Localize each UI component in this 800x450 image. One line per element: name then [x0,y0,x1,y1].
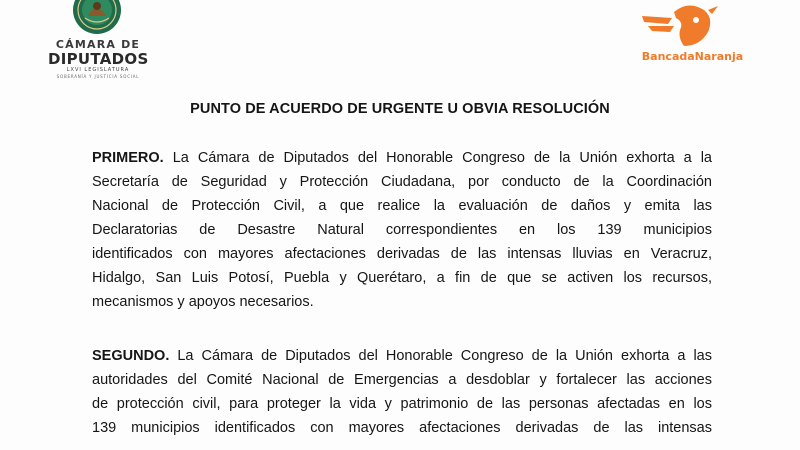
paragraph-lead: PRIMERO. [92,150,164,166]
camara-de-diputados-logo [48,0,148,92]
paragraph-line: Declaratorias de Desastre Natural correspondientes en los 139 municipios [92,222,712,238]
logo-text-motto: SOBERANÍA Y JUSTICIA SOCIAL [56,74,140,79]
paragraph-line: Hidalgo, San Luis Potosí, Puebla y Querétaro, a fin de que se activen los recursos, [92,270,712,286]
paragraph-line: de protección civil, para proteger la vida y patrimonio de las personas afectadas en los [92,396,712,412]
orange-bird-icon [638,2,728,50]
paragraph-lead: SEGUNDO. [92,348,170,364]
paragraph-line: identificados con mayores afectaciones derivadas de las intensas lluvias en Veracruz, [92,246,712,262]
document-title: PUNTO DE ACUERDO DE URGENTE U OBVIA RESOLUCIÓN [190,101,610,117]
logo-text-camara-de: CÁMARA DE [55,38,141,51]
paragraph-line: autoridades del Comité Nacional de Emergencias a desdoblar y fortalecer las acciones [92,372,712,388]
paragraph-line [92,344,712,368]
paragraph-line: Nacional de Protección Civil, a que realice la evaluación de daños y emita las [92,198,712,214]
logo-text-legislatura: LXVI LEGISLATURA [66,67,130,73]
paragraph-line: mecanismos y apoyos necesarios. [92,294,314,310]
line-text: La Cámara de Diputados del Honorable Congreso de la Unión exhorta a las [169,348,712,364]
coat-of-arms-seal-icon [70,0,124,36]
line-text: La Cámara de Diputados del Honorable Congreso de la Unión exhorta a la [163,150,712,166]
bancada-naranja-label: BancadaNaranja [641,50,744,63]
paragraph-segundo [92,344,712,440]
paragraph-line: 139 municipios identificados con mayores afectaciones derivadas de las intensas [92,420,712,436]
paragraph-primero [92,146,712,314]
logo-text-diputados: DIPUTADOS [48,50,149,68]
paragraph-line: Secretaría de Seguridad y Protección Ciudadana, por conducto de la Coordinación [92,174,712,190]
paragraph-line [92,146,712,170]
bancada-naranja-logo [630,2,760,72]
